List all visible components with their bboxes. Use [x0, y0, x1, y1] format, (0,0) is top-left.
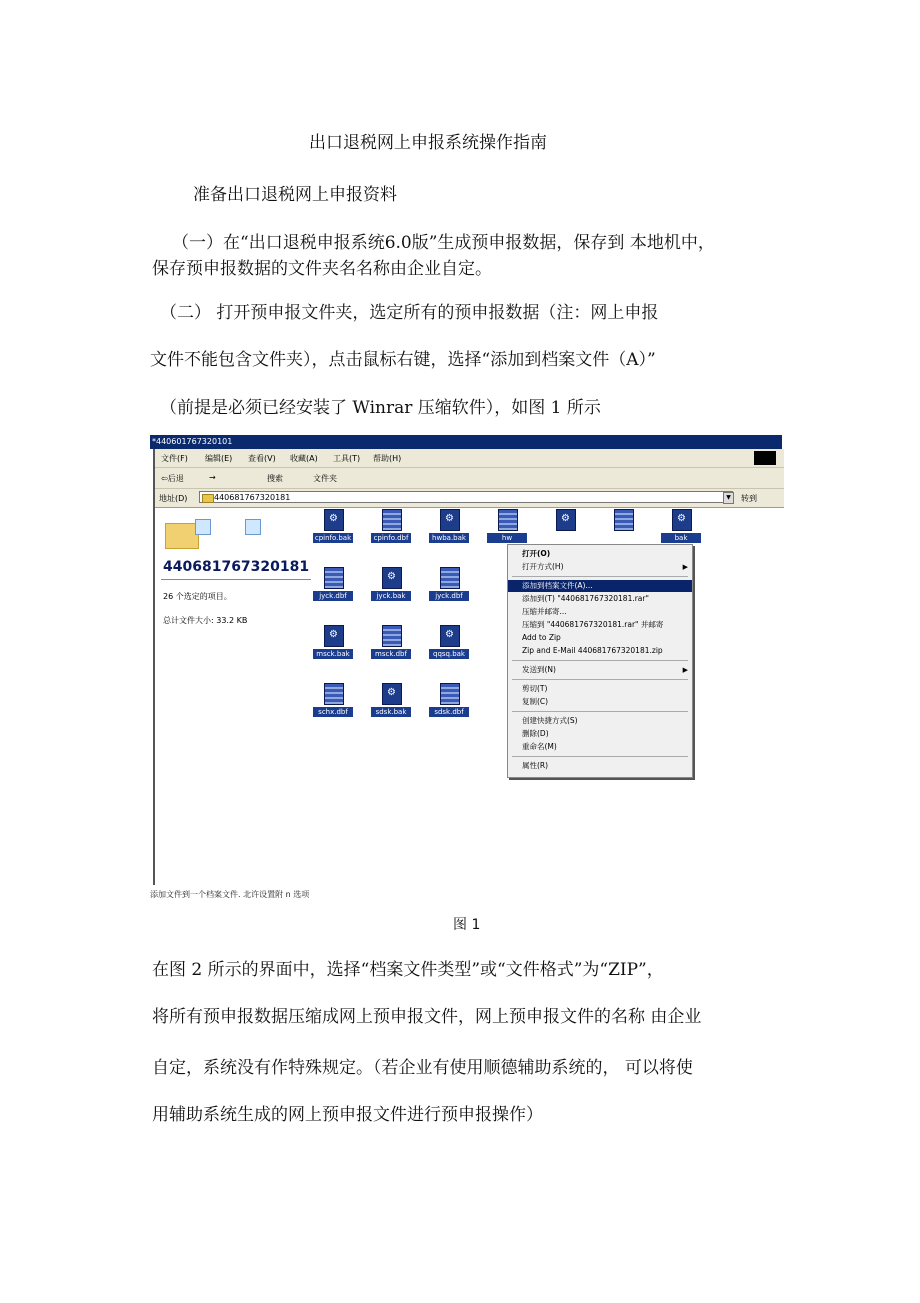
file-item[interactable] — [371, 683, 411, 727]
menu-help[interactable]: 帮助(H) — [373, 454, 402, 463]
section-heading: 准备出口退税网上申报资料 — [193, 185, 397, 205]
context-menu-item[interactable]: 打开方式(H) ▶ — [522, 562, 688, 571]
selected-count: 26 个选定的项目。 — [163, 592, 232, 601]
context-menu-item[interactable]: 压缩到 "440681767320181.rar" 并邮寄 — [522, 620, 664, 629]
context-menu — [507, 544, 693, 778]
folder-icon — [202, 494, 214, 503]
file-item[interactable] — [429, 567, 469, 611]
file-item[interactable] — [313, 625, 353, 669]
database-file-icon — [382, 509, 402, 531]
submenu-arrow-icon: ▶ — [682, 563, 688, 571]
file-name: qqsq.bak — [429, 649, 469, 659]
paragraph-2-line-3: （前提是必须已经安装了 Winrar 压缩软件），如图 1 所示 — [160, 398, 601, 418]
file-name: schx.dbf — [313, 707, 353, 717]
backup-file-icon — [324, 509, 344, 531]
paragraph-3-line-3: 自定，系统没有作特殊规定。（若企业有使用顺德辅助系统的， 可以将使 — [152, 1058, 693, 1078]
submenu-arrow-icon: ▶ — [682, 666, 688, 674]
address-input[interactable] — [199, 491, 733, 503]
paragraph-1-line-1: （一）在“出口退税申报系统6.0版”生成预申报数据，保存到 本地机中， — [172, 233, 715, 253]
database-file-icon — [440, 683, 460, 705]
backup-file-icon — [440, 509, 460, 531]
go-button[interactable]: 转到 — [741, 494, 757, 503]
file-name: msck.bak — [313, 649, 353, 659]
context-menu-item[interactable]: 重命名(M) — [522, 742, 557, 751]
file-name: cpinfo.dbf — [371, 533, 411, 543]
backup-file-icon — [672, 509, 692, 531]
menu-separator — [512, 576, 688, 577]
context-menu-item[interactable]: 删除(D) — [522, 729, 549, 738]
context-menu-item[interactable]: 剪切(T) — [522, 684, 548, 693]
address-bar — [155, 489, 784, 508]
folders-button[interactable]: 文件夹 — [313, 474, 337, 483]
file-name: cpinfo.bak — [314, 534, 352, 542]
file-name: sdsk.dbf — [429, 707, 469, 717]
file-item[interactable] — [313, 509, 353, 553]
total-size: 总计文件大小: 33.2 KB — [163, 616, 248, 625]
file-name: bak — [661, 533, 701, 543]
backup-file-icon — [440, 625, 460, 647]
backup-file-icon — [324, 625, 344, 647]
database-file-icon — [498, 509, 518, 531]
database-file-icon — [440, 567, 460, 589]
context-menu-item[interactable]: 复制(C) — [522, 697, 549, 706]
menu-separator — [512, 711, 688, 712]
file-item[interactable] — [371, 625, 411, 669]
context-menu-item[interactable]: 发送到(N) ▶ — [522, 665, 688, 674]
file-item[interactable] — [371, 567, 411, 611]
context-menu-item[interactable]: 创建快捷方式(S) — [522, 716, 578, 725]
toolbar — [155, 468, 784, 489]
address-dropdown-button[interactable]: ▼ — [723, 492, 734, 504]
file-item[interactable] — [313, 567, 353, 611]
document-title: 出口退税网上申报系统操作指南 — [309, 133, 547, 153]
windows-logo-icon — [754, 451, 776, 465]
folder-name: 440681767320181 — [163, 559, 310, 575]
forward-button[interactable]: → — [209, 473, 216, 482]
details-panel — [157, 509, 312, 879]
file-name: sdsk.bak — [371, 707, 411, 717]
context-menu-item[interactable]: 打开(O) — [522, 549, 551, 558]
file-name: hw — [487, 533, 527, 543]
explorer-window — [153, 449, 784, 885]
figure-1-screenshot — [150, 435, 782, 903]
address-label: 地址(D) — [159, 494, 188, 503]
file-name: jyck.dbf — [313, 591, 353, 601]
paragraph-2-line-1: （二） 打开预申报文件夹，选定所有的预申报数据（注：网上申报 — [160, 303, 659, 323]
context-menu-item[interactable]: Zip and E-Mail 440681767320181.zip — [522, 646, 663, 655]
file-item[interactable] — [429, 683, 469, 727]
context-menu-item[interactable]: 压缩并邮寄... — [522, 607, 567, 616]
menu-view[interactable]: 查看(V) — [248, 454, 276, 463]
back-button[interactable]: ⇦后退 — [161, 474, 184, 483]
menu-file[interactable]: 文件(F) — [161, 454, 188, 463]
database-file-icon — [324, 567, 344, 589]
paragraph-1-line-2: 保存预申报数据的文件夹名名称由企业自定。 — [152, 259, 492, 279]
search-button[interactable]: 搜索 — [267, 474, 283, 483]
paragraph-2-line-2: 文件不能包含文件夹），点击鼠标右键，选择“添加到档案文件（A）” — [150, 350, 656, 370]
database-file-icon — [382, 625, 402, 647]
file-item[interactable] — [371, 509, 411, 553]
address-value: 440681767320181 — [214, 493, 291, 502]
menu-favorites[interactable]: 收藏(A) — [290, 454, 318, 463]
file-item[interactable] — [313, 683, 353, 727]
window-title-bar: *440601767320101 — [150, 435, 782, 449]
figure-caption: 图 1 — [453, 917, 481, 933]
menu-separator — [512, 660, 688, 661]
context-menu-item[interactable]: 添加到档案文件(A)... — [508, 580, 692, 592]
file-name: msck.dbf — [371, 649, 411, 659]
backup-file-icon — [382, 567, 402, 589]
backup-file-icon — [382, 683, 402, 705]
paragraph-3-line-2: 将所有预申报数据压缩成网上预申报文件，网上预申报文件的名称 由企业 — [152, 1007, 702, 1027]
file-name: jyck.bak — [371, 591, 411, 601]
context-menu-item[interactable]: 属性(R) — [522, 761, 549, 770]
big-folder-icon — [165, 517, 205, 547]
context-menu-item[interactable]: Add to Zip — [522, 633, 561, 642]
paragraph-3-line-4: 用辅助系统生成的网上预申报文件进行预申报操作） — [152, 1105, 543, 1125]
menu-edit[interactable]: 编辑(E) — [205, 454, 233, 463]
backup-file-icon — [556, 509, 576, 531]
file-item[interactable] — [429, 625, 469, 669]
file-name: jyck.dbf — [429, 591, 469, 601]
status-bar-text: 添加文件到一个档案文件. 北许设置附 n 选项 — [150, 890, 310, 899]
menu-tools[interactable]: 工具(T) — [333, 454, 361, 463]
database-file-icon — [614, 509, 634, 531]
file-name: hwba.bak — [429, 533, 469, 543]
menu-separator — [512, 679, 688, 680]
file-item[interactable] — [429, 509, 469, 553]
context-menu-item[interactable]: 添加到(T) "440681767320181.rar" — [522, 594, 649, 603]
menu-bar — [155, 449, 784, 468]
menu-separator — [512, 756, 688, 757]
paragraph-3-line-1: 在图 2 所示的界面中，选择“档案文件类型”或“文件格式”为“ZIP”， — [152, 960, 664, 980]
database-file-icon — [324, 683, 344, 705]
